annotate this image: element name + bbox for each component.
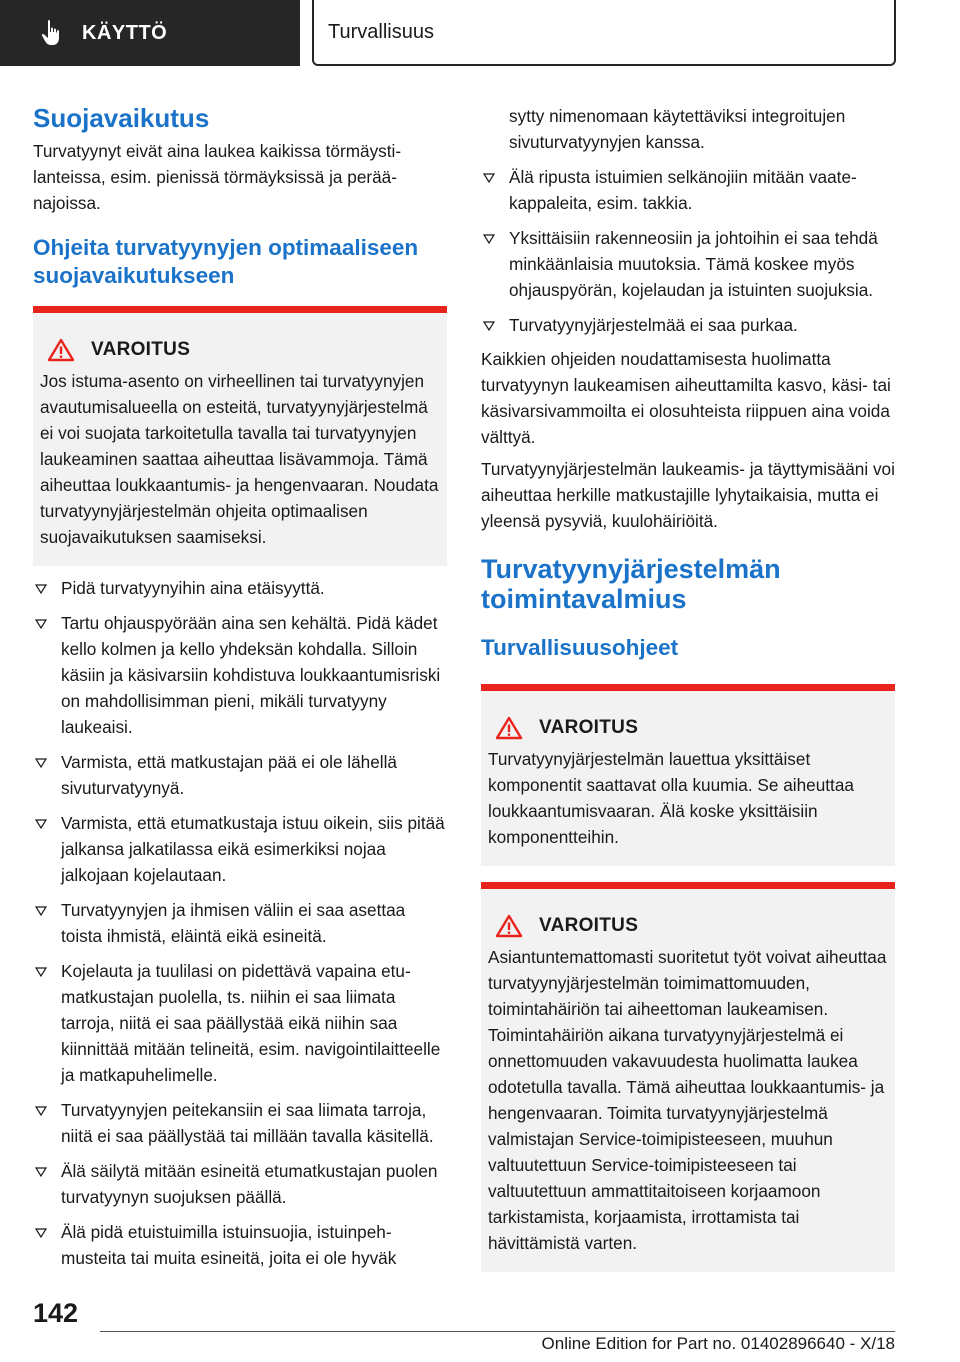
chapter-tab xyxy=(0,0,300,66)
list-item: Pidä turvatyynyihin aina etäisyyttä. xyxy=(33,575,447,601)
list-item: Turvatyynyjen ja ihmisen väliin ei saa asettaa toista ihmistä, eläintä eikä esineitä. xyxy=(33,897,447,949)
paragraph-injury-risk: Kaikkien ohjeiden noudattamisesta huolimatta turvatyynyn laukeamisen aiheuttamilta kasvo, käsi- tai käsivarsivammoilta ei olosuhteista riippuen aina voida välttyä. xyxy=(481,349,891,447)
triangle-bullet-icon xyxy=(483,321,495,331)
list-item: Älä pidä etuistuimilla istuinsuojia, istuinpehmusteita tai muita esineitä, joita ei ole hyväk xyxy=(33,1219,447,1271)
warning-label: VAROITUS xyxy=(91,339,191,360)
list-item: Turvatyynyjen peitekansiin ei saa liimata tarroja, niitä ei saa päällystää tai millään tavalla käsitellä. xyxy=(33,1097,447,1149)
warning-box-improper-work xyxy=(481,882,895,1272)
paragraph-protection: Turvatyynyt eivät aina laukea kaikissa törmäystilanteissa, esim. pienissä törmäyksissä ja peräänajoissa. xyxy=(33,141,402,213)
paragraph-noise: Turvatyynyjärjestelmän laukeamis- ja täyttymisääni voi aiheuttaa herkille matkustajille lyhytaikaisia, mutta ei yleensä pysyviä, kuulohäiriöitä. xyxy=(481,459,895,531)
triangle-bullet-icon xyxy=(35,1228,47,1238)
triangle-bullet-icon xyxy=(35,1167,47,1177)
warning-text: Asiantuntemattomasti suoritetut työt voivat aiheuttaa turvatyynyjärjestelmän toimimattomuuden, toimintahäiriön tai aiheettoman laukeamisen. Toimintahäiriön aikana turvatyynyjärjestelmä ei onnettomuuden vakavuudesta huolimatta laukea odotetulla tavalla. Tämä aiheuttaa loukkaantumis- ja hengenvaaran. Toimita turvatyynyjärjestelmä valmistajan Service-toimipisteeseen, muuhun valtuutettuun Service-toimipisteeseen tai valtuutettuun ammattitaitoiseen korjaamoon tarkistamista, korjaamista, irrottamista tai hävittämistä varten. xyxy=(488,947,887,1253)
heading-safety-instructions: Turvallisuusohjeet xyxy=(481,635,679,660)
heading-optimal-protection: Ohjeita turvatyynyjen optimaaliseen suojavaikutukseen xyxy=(33,235,419,288)
hand-pointer-icon xyxy=(40,19,64,47)
heading-readiness: Turvatyynyjärjestelmän toimintavalmius xyxy=(481,554,781,614)
warning-triangle-icon xyxy=(47,338,75,362)
chapter-label: KÄYTTÖ xyxy=(82,21,168,44)
page-number: 142 xyxy=(33,1298,79,1328)
footer-edition: Online Edition for Part no. 01402896640 - X/18 xyxy=(541,1334,895,1353)
list-item: Varmista, että matkustajan pää ei ole lähellä sivuturvatyynyä. xyxy=(33,749,447,801)
triangle-bullet-icon xyxy=(35,584,47,594)
section-label: Turvallisuus xyxy=(328,20,434,43)
list-item: Yksittäisiin rakenneosiin ja johtoihin ei saa tehdä minkäänlaisia muutoksia. Tämä koskee myös ohjauspyörän, kojelaudan ja istuinten suojuksia. xyxy=(481,225,895,303)
triangle-bullet-icon xyxy=(35,758,47,768)
list-item: Kojelauta ja tuulilasi on pidettävä vapaina etumatkustajan puolella, ts. niihin ei saa liimata tarroja, niitä ei saa päällystää eikä niihin saa kiinnittää mitään telineitä, esim. navigointilaitteelle ja matkapuhelimelle. xyxy=(33,958,447,1088)
triangle-bullet-icon xyxy=(35,619,47,629)
warning-box-hot-components xyxy=(481,684,895,866)
heading-protection: Suojavaikutus xyxy=(33,103,210,133)
list-item: Varmista, että etumatkustaja istuu oikein, siis pitää jalkansa jalkatilassa eikä esimerkiksi nojaa jalkojaan kojelautaan. xyxy=(33,810,447,888)
warning-triangle-icon xyxy=(495,914,523,938)
list-item: Älä ripusta istuimien selkänojiin mitään vaatekappaleita, esim. takkia. xyxy=(481,164,895,216)
list-item: Älä säilytä mitään esineitä etumatkustajan puolen turvatyynyn suojuksen päällä. xyxy=(33,1158,447,1210)
triangle-bullet-icon xyxy=(483,234,495,244)
triangle-bullet-icon xyxy=(35,1106,47,1116)
warning-label: VAROITUS xyxy=(539,717,639,738)
footer-rule xyxy=(100,1331,895,1332)
triangle-bullet-icon xyxy=(483,173,495,183)
triangle-bullet-icon xyxy=(35,906,47,916)
warning-triangle-icon xyxy=(495,716,523,740)
instruction-list-continued xyxy=(481,164,895,338)
continuation-text: sytty nimenomaan käytettäviksi integroitujen sivuturvatyynyjen kanssa. xyxy=(509,106,846,152)
left-column xyxy=(33,100,447,1271)
triangle-bullet-icon xyxy=(35,967,47,977)
list-item: Tartu ohjauspyörään aina sen kehältä. Pidä kädet kello kolmen ja kello yhdeksän kohdalla. Silloin käsiin ja käsivarsiin kohdistuva loukkaantumisriski on mahdollisimman pieni, mikäli turvatyyny laukeaisi. xyxy=(33,610,447,740)
list-item: Turvatyynyjärjestelmää ei saa purkaa. xyxy=(481,312,895,338)
warning-box xyxy=(33,306,447,566)
triangle-bullet-icon xyxy=(35,819,47,829)
right-column xyxy=(481,103,895,1272)
instruction-list xyxy=(33,575,447,1271)
warning-label: VAROITUS xyxy=(539,915,639,936)
warning-text: Jos istuma-asento on virheellinen tai turvatyynyjen avautumisalueella on esteitä, turvatyynyjärjestelmä ei voi suojata tarkoitetulla tavalla tai turvatyynyjen laukeaminen saattaa aiheuttaa lisävammoja. Tämä aiheuttaa loukkaantumis- ja hengenvaaran. Noudata turvatyynyjärjestelmän ohjeita optimaalisen suojavaikutuksen saamiseksi. xyxy=(40,371,439,547)
warning-text: Turvatyynyjärjestelmän lauettua yksittäiset komponentit saattavat olla kuumia. Se aiheuttaa loukkaantumisvaaran. Älä koske yksittäisiin komponentteihin. xyxy=(488,749,854,847)
section-tab xyxy=(312,0,896,66)
